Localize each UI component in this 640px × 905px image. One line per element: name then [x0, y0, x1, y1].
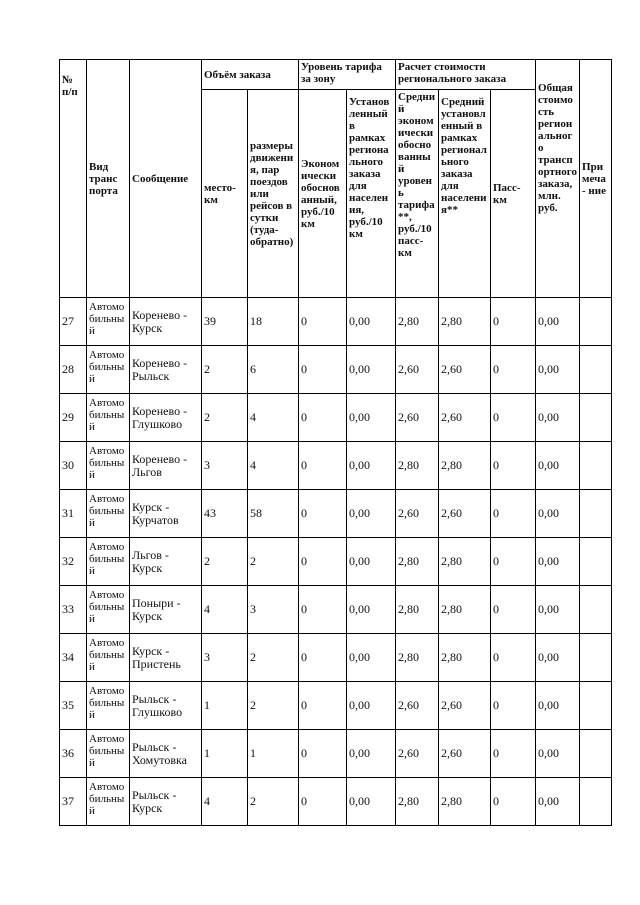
seat-km: 4	[202, 778, 248, 826]
seat-km: 2	[202, 538, 248, 586]
traffic-size: 2	[248, 538, 299, 586]
passenger-km: 0	[491, 346, 536, 394]
passenger-km: 0	[491, 538, 536, 586]
seat-km: 39	[202, 298, 248, 346]
total-cost: 0,00	[536, 730, 580, 778]
avg-established-tariff: 2,80	[439, 586, 491, 634]
note	[580, 538, 612, 586]
passenger-km: 0	[491, 394, 536, 442]
header-tariff-level: Уровень тарифа за зону	[299, 60, 396, 90]
table-row	[60, 394, 612, 442]
traffic-size: 4	[248, 394, 299, 442]
transport-type: Автомобильный	[87, 346, 130, 394]
header-note: Примеча - ние	[580, 60, 612, 298]
economic-tariff: 0	[299, 442, 347, 490]
seat-km: 4	[202, 586, 248, 634]
established-tariff: 0,00	[347, 298, 396, 346]
avg-established-tariff: 2,80	[439, 442, 491, 490]
row-number: 33	[60, 586, 87, 634]
header-avg-established-tariff: Средний установленный в рамках регионального заказа для населения**	[439, 90, 491, 298]
economic-tariff: 0	[299, 538, 347, 586]
traffic-size: 2	[248, 634, 299, 682]
total-cost: 0,00	[536, 298, 580, 346]
total-cost: 0,00	[536, 394, 580, 442]
table-row	[60, 730, 612, 778]
established-tariff: 0,00	[347, 682, 396, 730]
header-traffic-size: размеры движения, пар поездов или рейсов в сутки (туда-обратно)	[248, 90, 299, 298]
note	[580, 634, 612, 682]
table-row	[60, 586, 612, 634]
avg-economic-tariff: 2,60	[396, 394, 439, 442]
avg-established-tariff: 2,80	[439, 634, 491, 682]
traffic-size: 18	[248, 298, 299, 346]
header-route: Сообщение	[130, 60, 202, 298]
transport-type: Автомобильный	[87, 442, 130, 490]
seat-km: 3	[202, 634, 248, 682]
total-cost: 0,00	[536, 634, 580, 682]
seat-km: 2	[202, 346, 248, 394]
avg-economic-tariff: 2,80	[396, 778, 439, 826]
order-table-sheet	[59, 59, 611, 826]
transport-type: Автомобильный	[87, 490, 130, 538]
table-row	[60, 634, 612, 682]
traffic-size: 2	[248, 682, 299, 730]
avg-economic-tariff: 2,80	[396, 634, 439, 682]
row-number: 37	[60, 778, 87, 826]
route-name: Коренево - Курск	[130, 298, 202, 346]
passenger-km: 0	[491, 586, 536, 634]
note	[580, 346, 612, 394]
transport-type: Автомобильный	[87, 298, 130, 346]
seat-km: 1	[202, 730, 248, 778]
avg-established-tariff: 2,60	[439, 346, 491, 394]
avg-established-tariff: 2,80	[439, 538, 491, 586]
avg-established-tariff: 2,60	[439, 394, 491, 442]
avg-economic-tariff: 2,80	[396, 538, 439, 586]
established-tariff: 0,00	[347, 538, 396, 586]
table-body	[60, 298, 612, 826]
table-row	[60, 682, 612, 730]
avg-economic-tariff: 2,80	[396, 586, 439, 634]
route-name: Льгов - Курск	[130, 538, 202, 586]
transport-type: Автомобильный	[87, 586, 130, 634]
avg-established-tariff: 2,60	[439, 730, 491, 778]
header-num: № п/п	[60, 60, 87, 298]
passenger-km: 0	[491, 730, 536, 778]
header-total-cost: Общая стоимость регионального транспортного заказа, млн. руб.	[536, 60, 580, 298]
seat-km: 43	[202, 490, 248, 538]
note	[580, 490, 612, 538]
established-tariff: 0,00	[347, 730, 396, 778]
note	[580, 586, 612, 634]
avg-economic-tariff: 2,80	[396, 298, 439, 346]
note	[580, 298, 612, 346]
transport-type: Автомобильный	[87, 394, 130, 442]
table-row	[60, 778, 612, 826]
passenger-km: 0	[491, 490, 536, 538]
route-name: Рыльск - Глушково	[130, 682, 202, 730]
route-name: Рыльск - Хомутовка	[130, 730, 202, 778]
avg-established-tariff: 2,80	[439, 298, 491, 346]
passenger-km: 0	[491, 634, 536, 682]
note	[580, 442, 612, 490]
traffic-size: 6	[248, 346, 299, 394]
transport-type: Автомобильный	[87, 730, 130, 778]
transport-type: Автомобильный	[87, 682, 130, 730]
established-tariff: 0,00	[347, 346, 396, 394]
table-row	[60, 538, 612, 586]
economic-tariff: 0	[299, 298, 347, 346]
established-tariff: 0,00	[347, 442, 396, 490]
note	[580, 778, 612, 826]
header-order-volume: Объём заказа	[202, 60, 299, 90]
passenger-km: 0	[491, 442, 536, 490]
header-cost-calculation: Расчет стоимости регионального заказа	[396, 60, 536, 90]
seat-km: 1	[202, 682, 248, 730]
total-cost: 0,00	[536, 778, 580, 826]
passenger-km: 0	[491, 682, 536, 730]
regional-order-table	[59, 59, 612, 826]
established-tariff: 0,00	[347, 778, 396, 826]
traffic-size: 1	[248, 730, 299, 778]
total-cost: 0,00	[536, 586, 580, 634]
header-seat-km: место-км	[202, 90, 248, 298]
avg-established-tariff: 2,60	[439, 682, 491, 730]
route-name: Коренево - Рыльск	[130, 346, 202, 394]
transport-type: Автомобильный	[87, 538, 130, 586]
table-row	[60, 442, 612, 490]
total-cost: 0,00	[536, 682, 580, 730]
economic-tariff: 0	[299, 730, 347, 778]
table-row	[60, 490, 612, 538]
row-number: 30	[60, 442, 87, 490]
traffic-size: 2	[248, 778, 299, 826]
total-cost: 0,00	[536, 490, 580, 538]
economic-tariff: 0	[299, 346, 347, 394]
route-name: Коренево - Льгов	[130, 442, 202, 490]
transport-type: Автомобильный	[87, 634, 130, 682]
row-number: 34	[60, 634, 87, 682]
route-name: Курск - Пристень	[130, 634, 202, 682]
established-tariff: 0,00	[347, 634, 396, 682]
economic-tariff: 0	[299, 682, 347, 730]
route-name: Рыльск - Курск	[130, 778, 202, 826]
note	[580, 394, 612, 442]
header-passenger-km: Пасс-км	[491, 90, 536, 298]
passenger-km: 0	[491, 778, 536, 826]
economic-tariff: 0	[299, 394, 347, 442]
passenger-km: 0	[491, 298, 536, 346]
avg-established-tariff: 2,60	[439, 490, 491, 538]
table-row	[60, 298, 612, 346]
row-number: 29	[60, 394, 87, 442]
economic-tariff: 0	[299, 586, 347, 634]
header-economic-tariff: Экономически обоснованный, руб./10 км	[299, 90, 347, 298]
seat-km: 3	[202, 442, 248, 490]
avg-economic-tariff: 2,60	[396, 730, 439, 778]
header-established-tariff: Установленный в рамках регионального заказа для населения, руб./10 км	[347, 90, 396, 298]
header-transport-type: Вид транс порта	[87, 60, 130, 298]
header-avg-economic-tariff: Средний экономически обоснованный уровень тарифа**, руб./10 пасс-км	[396, 90, 439, 298]
economic-tariff: 0	[299, 634, 347, 682]
route-name: Курск - Курчатов	[130, 490, 202, 538]
row-number: 35	[60, 682, 87, 730]
avg-economic-tariff: 2,80	[396, 442, 439, 490]
traffic-size: 3	[248, 586, 299, 634]
transport-type: Автомобильный	[87, 778, 130, 826]
note	[580, 682, 612, 730]
traffic-size: 4	[248, 442, 299, 490]
total-cost: 0,00	[536, 442, 580, 490]
established-tariff: 0,00	[347, 586, 396, 634]
traffic-size: 58	[248, 490, 299, 538]
avg-economic-tariff: 2,60	[396, 346, 439, 394]
table-row	[60, 346, 612, 394]
avg-economic-tariff: 2,60	[396, 682, 439, 730]
row-number: 28	[60, 346, 87, 394]
avg-established-tariff: 2,80	[439, 778, 491, 826]
total-cost: 0,00	[536, 346, 580, 394]
row-number: 27	[60, 298, 87, 346]
total-cost: 0,00	[536, 538, 580, 586]
route-name: Коренево - Глушково	[130, 394, 202, 442]
economic-tariff: 0	[299, 778, 347, 826]
economic-tariff: 0	[299, 490, 347, 538]
note	[580, 730, 612, 778]
avg-economic-tariff: 2,60	[396, 490, 439, 538]
row-number: 31	[60, 490, 87, 538]
route-name: Поныри - Курск	[130, 586, 202, 634]
established-tariff: 0,00	[347, 490, 396, 538]
established-tariff: 0,00	[347, 394, 396, 442]
row-number: 36	[60, 730, 87, 778]
row-number: 32	[60, 538, 87, 586]
seat-km: 2	[202, 394, 248, 442]
